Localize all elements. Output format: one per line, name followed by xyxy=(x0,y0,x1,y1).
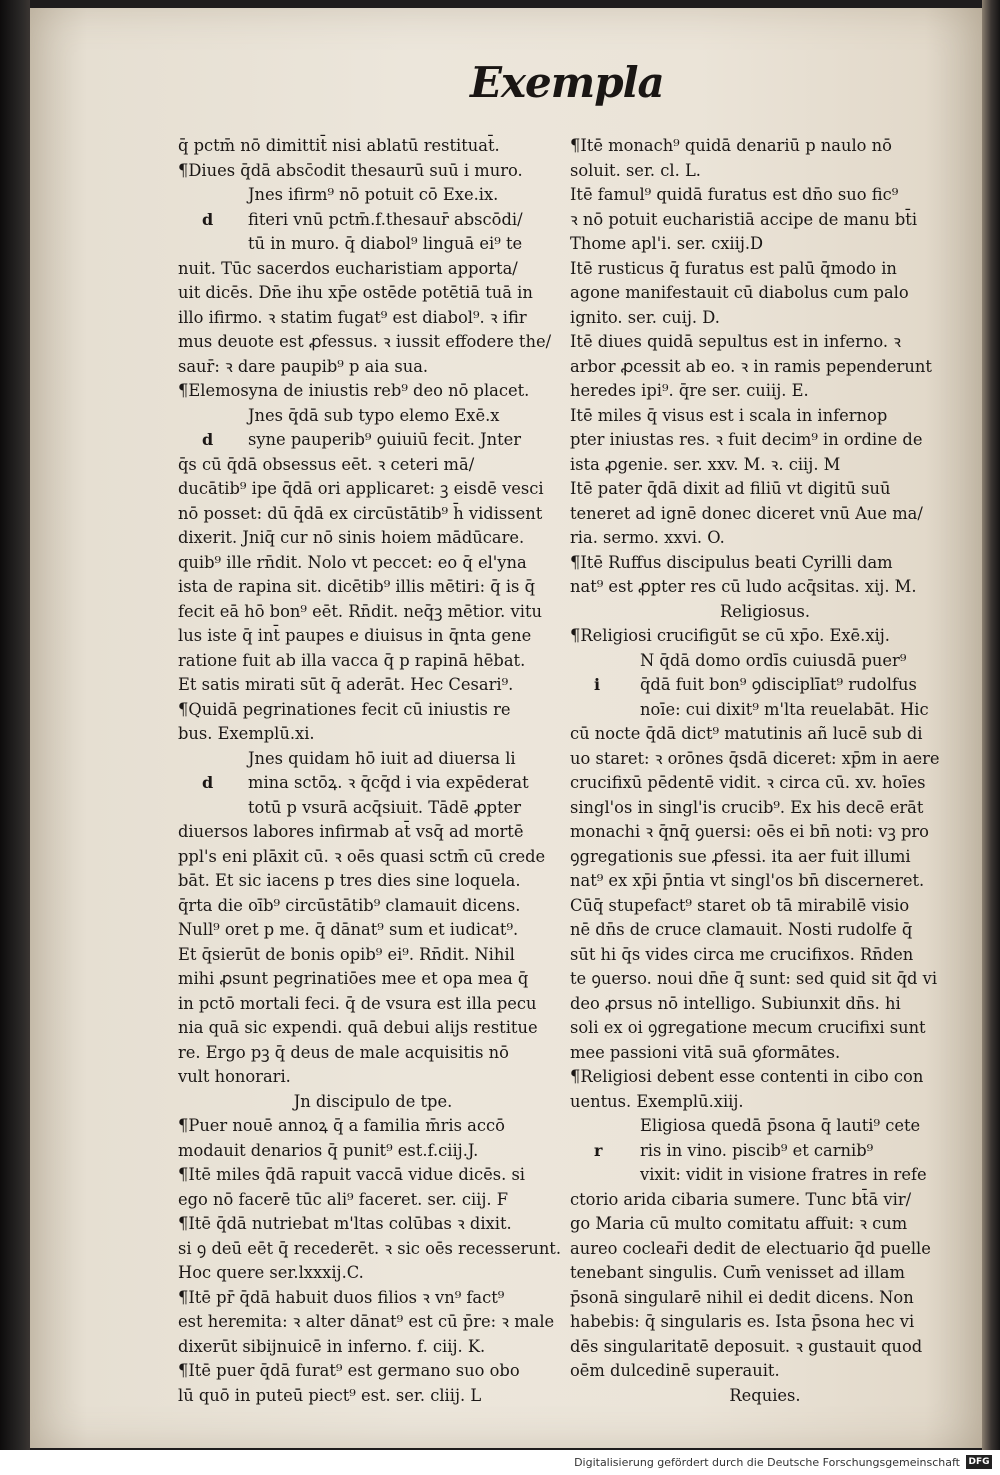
text-line xyxy=(570,1041,960,1066)
text-line xyxy=(570,1261,960,1286)
text-line xyxy=(570,943,960,968)
text-line xyxy=(570,453,960,478)
line-text: Et satis mirati sūt q̄ aderāt. Hec Cesari⁹. xyxy=(178,675,514,694)
line-text: ista de rapina sit. dicētib⁹ illis mētiri: q̄ is q̄ xyxy=(178,577,536,596)
text-line xyxy=(178,1114,568,1139)
text-line xyxy=(570,306,960,331)
text-line xyxy=(178,1261,568,1286)
text-line xyxy=(178,1384,568,1409)
text-line xyxy=(178,747,568,772)
text-line xyxy=(178,698,568,723)
text-line xyxy=(570,722,960,747)
line-text: N q̄dā domo ordīs cuiusdā puer⁹ xyxy=(640,650,907,670)
line-text: si ꝯ deū eēt q̄ recederēt. ꝛ sic oēs recesserunt. xyxy=(178,1238,562,1258)
line-text: Eligiosa quedā p̄sona q̄ lauti⁹ cete xyxy=(640,1116,921,1135)
text-line xyxy=(570,159,960,184)
line-text: ego nō facerē tūc ali⁹ faceret. ser. ciij. F xyxy=(178,1189,509,1209)
text-line xyxy=(570,1335,960,1360)
text-line xyxy=(570,1359,960,1384)
text-line xyxy=(570,502,960,527)
left-text-column xyxy=(178,134,568,1408)
text-line xyxy=(178,1310,568,1335)
text-line xyxy=(178,330,568,355)
line-text: illo ifirmo. ꝛ statim fugat⁹ est diabol⁹. ꝛ ifir xyxy=(178,307,527,327)
line-text: aureo coclear̄i dedit de electuario q̄d puelle xyxy=(570,1238,931,1258)
text-line xyxy=(570,330,960,355)
text-line xyxy=(178,894,568,919)
initial-letter-guide: r xyxy=(594,1140,603,1160)
line-text: nat⁹ ex xp̄i p̄ntia vt singl'os bn̄ discerneret. xyxy=(570,871,925,890)
text-line xyxy=(178,845,568,870)
line-text: nat⁹ est ꝓpter res cū ludo acq̄sitas. xij. M. xyxy=(570,577,917,596)
text-line xyxy=(178,1065,568,1090)
line-text: ista ꝓgenie. ser. xxv. M. ꝛ. ciij. M xyxy=(570,454,841,474)
line-text: ¶Quidā pegrinationes fecit cū iniustis re xyxy=(178,699,511,719)
line-text: Itē rusticus q̄ furatus est palū q̄modo in xyxy=(570,258,897,278)
text-line xyxy=(570,1114,960,1139)
line-text: est heremita: ꝛ alter dānat⁹ est cū p̄re: ꝛ male xyxy=(178,1312,555,1331)
line-text: Itē diues quidā sepultus est in inferno. ꝛ xyxy=(570,332,901,351)
line-text: nō posset: dū q̄dā ex circūstātib⁹ h̄ vidissent xyxy=(178,503,543,523)
text-line xyxy=(570,1237,960,1262)
line-text: modauit denarios q̄ punit⁹ est.f.ciij.J. xyxy=(178,1140,479,1160)
text-line xyxy=(178,1359,568,1384)
line-text: teneret ad ignē donec diceret vnū Aue ma/ xyxy=(570,503,923,523)
line-text: pter iniustas res. ꝛ fuit decim⁹ in ordine de xyxy=(570,430,923,449)
text-line xyxy=(178,257,568,282)
line-text: Religiosus. xyxy=(719,601,811,621)
line-text: lus iste q̄ int̄ paupes e diuisus in q̄nta gene xyxy=(178,626,532,645)
text-line xyxy=(570,1188,960,1213)
line-text: q̄ pctm̄ nō dimittit̄ nisi ablatū restituat̄. xyxy=(178,136,500,155)
line-text: ¶Itē monach⁹ quidā denariū p naulo nō xyxy=(570,136,892,155)
text-line xyxy=(570,918,960,943)
line-text: nē dn̄s de cruce clamauit. Nosti rudolfe q̄ xyxy=(570,920,913,939)
line-text: tenebant singulis. Cum̄ venisset ad illam xyxy=(570,1263,905,1282)
text-line xyxy=(178,1335,568,1360)
line-text: bāt. Et sic iacens p tres dies sine loquela. xyxy=(178,871,521,890)
line-text: mus deuote est ꝓfessus. ꝛ iussit effodere the/ xyxy=(178,332,552,351)
text-line xyxy=(570,257,960,282)
text-line xyxy=(570,992,960,1017)
line-text: saur̄: ꝛ dare paupib⁹ p aia sua. xyxy=(178,356,429,376)
text-line xyxy=(570,1090,960,1115)
text-line xyxy=(570,208,960,233)
scan-border-left xyxy=(0,0,30,1450)
line-text: dēs singularitatē deposuit. ꝛ gustauit quod xyxy=(570,1336,923,1356)
text-line xyxy=(570,796,960,821)
line-text: ¶Religiosi crucifigūt se cū xp̄o. Exē.xij. xyxy=(570,626,890,645)
text-line xyxy=(178,477,568,502)
text-line xyxy=(178,1041,568,1066)
line-text: re. Ergo pꝫ q̄ deus de male acquisitis nō xyxy=(178,1042,509,1062)
line-text: Hoc quere ser.lxxxij.C. xyxy=(178,1263,364,1282)
text-line xyxy=(570,845,960,870)
line-text: Et q̄sierūt de bonis opib⁹ ei⁹. Rn̄dit. Nihil xyxy=(178,944,515,964)
funding-credit: Digitalisierung gefördert durch die Deutsche Forschungsgemeinschaft xyxy=(574,1456,960,1469)
text-line xyxy=(178,575,568,600)
text-line xyxy=(570,1016,960,1041)
text-line xyxy=(178,502,568,527)
line-text: ¶Itē pr̄ q̄dā habuit duos filios ꝛ vn⁹ fact⁹ xyxy=(178,1287,505,1307)
text-line xyxy=(178,1212,568,1237)
line-text: quib⁹ ille rn̄dit. Nolo vt peccet: eo q̄ el'yna xyxy=(178,552,527,572)
text-line xyxy=(178,624,568,649)
text-line xyxy=(570,281,960,306)
line-text: ctorio arida cibaria sumere. Tunc bt̄ā vir/ xyxy=(570,1189,912,1209)
line-text: te ꝯuerso. noui dn̄e q̄ sunt: sed quid sit q̄d vi xyxy=(570,969,938,988)
text-line xyxy=(178,232,568,257)
line-text: nuit. Tūc sacerdos eucharistiam apporta/ xyxy=(178,258,518,278)
line-text: q̄rta die oīb⁹ circūstātib⁹ clamauit dicens. xyxy=(178,895,521,915)
line-text: agone manifestauit cū diabolus cum palo xyxy=(570,283,909,302)
text-line xyxy=(178,869,568,894)
text-line xyxy=(570,355,960,380)
line-text: ducātib⁹ ipe q̄dā ori applicaret: ꝫ eisdē vesci xyxy=(178,479,544,498)
line-text: totū p vsurā acq̄siuit. Tādē ꝓpter xyxy=(248,797,522,817)
text-line xyxy=(570,1384,960,1409)
text-line xyxy=(178,281,568,306)
text-line xyxy=(570,134,960,159)
line-text: habebis: q̄ singularis es. Ista p̄sona hec vi xyxy=(570,1312,915,1331)
running-header: Exempla xyxy=(470,58,664,107)
text-line xyxy=(178,551,568,576)
line-text: ¶Itē miles q̄dā rapuit vaccā vidue dicēs. si xyxy=(178,1165,526,1184)
text-line xyxy=(570,747,960,772)
line-text: ¶Religiosi debent esse contenti in cibo con xyxy=(570,1067,924,1086)
line-text: Null⁹ oret p me. q̄ dānat⁹ sum et iudicat⁹. xyxy=(178,920,519,939)
text-line xyxy=(178,404,568,429)
text-line xyxy=(178,967,568,992)
line-text: arbor ꝓcessit ab eo. ꝛ in ramis pependerunt xyxy=(570,356,932,376)
line-text: diuersos labores infirmab at̄ vsq̄ ad mortē xyxy=(178,822,524,841)
text-line xyxy=(570,967,960,992)
text-line xyxy=(570,649,960,674)
initial-letter-guide: d xyxy=(202,430,214,449)
text-line xyxy=(178,355,568,380)
digitization-footer xyxy=(0,1450,1000,1475)
text-line xyxy=(178,649,568,674)
line-text: Jnes q̄dā sub typo elemo Exē.x xyxy=(248,405,500,425)
line-text: mee passioni vitā suā ꝯformātes. xyxy=(570,1042,841,1062)
text-line xyxy=(178,1163,568,1188)
line-text: cū nocte q̄dā dict⁹ matutinis añ lucē sub di xyxy=(570,724,923,743)
text-line xyxy=(178,1090,568,1115)
text-line xyxy=(570,820,960,845)
dfg-logo: DFG xyxy=(966,1455,992,1469)
text-line xyxy=(570,624,960,649)
text-line xyxy=(178,379,568,404)
text-line xyxy=(178,183,568,208)
line-text: soluit. ser. cl. L. xyxy=(570,160,701,180)
text-line xyxy=(570,698,960,723)
line-text: crucifixū pēdentē vidit. ꝛ circa cū. xv. hoīes xyxy=(570,773,926,792)
line-text: oēm dulcedinē superauit. xyxy=(570,1361,780,1380)
initial-letter-guide: d xyxy=(202,773,214,792)
line-text: ppl's eni plāxit cū. ꝛ oēs quasi sctm̄ cū crede xyxy=(178,846,546,866)
line-text: Cūq̄ stupefact⁹ staret ob tā mirabilē visio xyxy=(570,895,910,915)
line-text: nia quā sic expendi. quā debui alijs restitue xyxy=(178,1018,538,1037)
line-text: deo ꝓrsus nō intelligo. Subiunxit dn̄s. hi xyxy=(570,993,901,1013)
text-line xyxy=(178,943,568,968)
text-line xyxy=(570,404,960,429)
line-text: ¶Puer nouē annoꝝ q̄ a familia m̄ris accō xyxy=(178,1116,505,1135)
line-text: vult honorari. xyxy=(178,1067,291,1086)
text-line xyxy=(178,1139,568,1164)
text-line xyxy=(570,771,960,796)
line-text: vixit: vidit in visione fratres in refe xyxy=(640,1165,927,1184)
line-text: sūt hi q̄s vides circa me crucifixos. Rn̄den xyxy=(570,944,914,964)
line-text: ¶Elemosyna de iniustis reb⁹ deo nō placet. xyxy=(178,381,530,400)
text-line xyxy=(570,1139,960,1164)
line-text: ria. sermo. xxvi. O. xyxy=(570,528,725,547)
line-text: dixerit. Jniq̄ cur nō sinis hoiem mādūcare. xyxy=(178,528,525,547)
text-line xyxy=(178,820,568,845)
line-text: lū quō in puteū piect⁹ est. ser. cliij. L xyxy=(178,1385,482,1405)
scan-border-right xyxy=(982,0,1000,1450)
line-text: ris in vino. piscib⁹ et carnib⁹ xyxy=(640,1140,874,1160)
line-text: ¶Itē puer q̄dā furat⁹ est germano suo obo xyxy=(178,1361,520,1380)
text-line xyxy=(570,1163,960,1188)
text-line xyxy=(178,428,568,453)
line-text: in pctō mortali feci. q̄ de vsura est illa pecu xyxy=(178,993,537,1013)
line-text: bus. Exemplū.xi. xyxy=(178,724,315,743)
line-text: monachi ꝛ q̄nq̄ ꝯuersi: oēs ei bn̄ noti: vꝫ pro xyxy=(570,822,929,841)
text-line xyxy=(178,1188,568,1213)
text-line xyxy=(178,918,568,943)
text-line xyxy=(178,771,568,796)
text-line xyxy=(570,673,960,698)
line-text: go Maria cū multo comitatu affuit: ꝛ cum xyxy=(570,1214,908,1233)
line-text: q̄s cū q̄dā obsessus eēt. ꝛ ceteri mā/ xyxy=(178,454,475,474)
line-text: ¶Itē Ruffus discipulus beati Cyrilli dam xyxy=(570,552,893,572)
text-line xyxy=(570,183,960,208)
text-line xyxy=(570,1065,960,1090)
line-text: heredes ipi⁹. q̄re ser. cuiij. E. xyxy=(570,381,809,400)
text-line xyxy=(178,1286,568,1311)
line-text: ¶Itē q̄dā nutriebat m'ltas colūbas ꝛ dixit. xyxy=(178,1214,512,1233)
line-text: fiteri vnū pctm̄.f.thesaur̄ abscōdi/ xyxy=(248,209,523,229)
line-text: ꝯgregationis sue ꝓfessi. ita aer fuit illumi xyxy=(570,846,911,866)
line-text: uit dicēs. Dn̄e ihu xp̄e ostēde potētiā tuā in xyxy=(178,283,533,302)
line-text: ratione fuit ab illa vacca q̄ p rapinā hēbat. xyxy=(178,650,526,670)
text-line xyxy=(178,1237,568,1262)
line-text: Requies. xyxy=(729,1385,801,1405)
line-text: mihi ꝓsunt pegrinatiōes mee et opa mea q̄ xyxy=(178,969,529,988)
text-line xyxy=(570,1310,960,1335)
line-text: singl'os in singl'is crucib⁹. Ex his decē erāt xyxy=(570,797,924,817)
text-line xyxy=(178,600,568,625)
line-text: dixerūt sibijnuicē in inferno. f. ciij. K. xyxy=(178,1336,486,1356)
text-line xyxy=(178,796,568,821)
text-line xyxy=(570,232,960,257)
initial-letter-guide: d xyxy=(202,209,214,229)
text-line xyxy=(570,477,960,502)
text-line xyxy=(570,526,960,551)
line-text: uentus. Exemplū.xiij. xyxy=(570,1091,744,1111)
line-text: q̄dā fuit bon⁹ ꝯdisciplīat⁹ rudolfus xyxy=(640,675,917,694)
text-line xyxy=(178,208,568,233)
text-line xyxy=(178,992,568,1017)
line-text: Thome apl'i. ser. cxiij.D xyxy=(570,234,764,253)
text-line xyxy=(570,869,960,894)
line-text: ¶Diues q̄dā absc̄odit thesaurū suū i muro. xyxy=(178,160,523,180)
text-line xyxy=(178,673,568,698)
line-text: noīe: cui dixit⁹ m'lta reuelabāt. Hic xyxy=(640,699,929,719)
line-text: mina sctōꝝ. ꝛ q̄cq̄d i via expēderat xyxy=(248,773,529,792)
text-line xyxy=(178,134,568,159)
line-text: p̄sonā singularē nihil ei dedit dicens. Non xyxy=(570,1287,914,1307)
line-text: tū in muro. q̄ diabol⁹ linguā ei⁹ te xyxy=(248,234,523,253)
line-text: Itē pater q̄dā dixit ad filiū vt digitū suū xyxy=(570,479,891,498)
line-text: uo staret: ꝛ orōnes q̄sdā diceret: xp̄m in aere xyxy=(570,748,940,768)
line-text: ꝛ nō potuit eucharistiā accipe de manu bt̄i xyxy=(570,209,918,229)
text-line xyxy=(570,379,960,404)
text-line xyxy=(570,1286,960,1311)
line-text: Jnes quidam hō iuit ad diuersa li xyxy=(248,748,516,768)
text-line xyxy=(178,526,568,551)
line-text: ignito. ser. cuij. D. xyxy=(570,307,720,327)
text-line xyxy=(570,894,960,919)
line-text: soli ex oi ꝯgregatione mecum crucifixi sunt xyxy=(570,1018,926,1037)
text-line xyxy=(570,428,960,453)
text-line xyxy=(570,1212,960,1237)
line-text: Itē famul⁹ quidā furatus est dn̄o suo fic⁹ xyxy=(570,185,899,204)
right-text-column xyxy=(570,134,960,1408)
initial-letter-guide: i xyxy=(594,675,601,694)
text-line xyxy=(178,453,568,478)
line-text: Itē miles q̄ visus est i scala in infernop xyxy=(570,405,888,425)
line-text: Jn discipulo de tpe. xyxy=(293,1091,453,1111)
line-text: fecit eā hō bon⁹ eēt. Rn̄dit. neq̄ꝫ mētior. vitu xyxy=(178,601,542,621)
text-line xyxy=(178,159,568,184)
text-line xyxy=(570,551,960,576)
text-line xyxy=(178,306,568,331)
text-line xyxy=(570,575,960,600)
line-text: syne pauperib⁹ ꝯuiuiū fecit. Jnter xyxy=(248,430,522,449)
text-line xyxy=(178,1016,568,1041)
text-line xyxy=(178,722,568,747)
text-line xyxy=(570,600,960,625)
line-text: Jnes ifirm⁹ nō potuit cō Exe.ix. xyxy=(248,185,499,204)
